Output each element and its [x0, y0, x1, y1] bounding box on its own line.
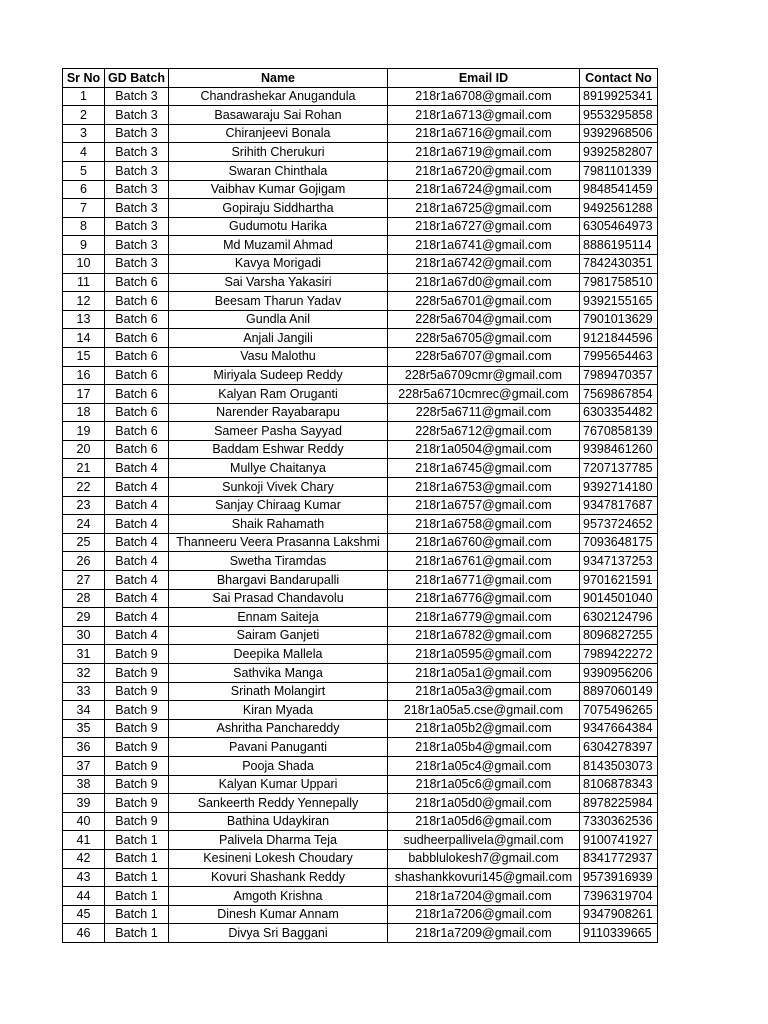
- name-cell: Chiranjeevi Bonala: [169, 124, 388, 143]
- email-cell: 228r5a6710cmrec@gmail.com: [388, 385, 580, 404]
- name-cell: Miriyala Sudeep Reddy: [169, 366, 388, 385]
- name-cell: Kalyan Kumar Uppari: [169, 775, 388, 794]
- email-cell: 218r1a05c6@gmail.com: [388, 775, 580, 794]
- contact-cell: 7981101339: [580, 161, 658, 180]
- table-row: [63, 794, 658, 813]
- table-row: [63, 775, 658, 794]
- email-cell: 218r1a6776@gmail.com: [388, 589, 580, 608]
- email-cell: shashankkovuri145@gmail.com: [388, 868, 580, 887]
- contact-cell: 9014501040: [580, 589, 658, 608]
- gd-batch-cell: Batch 4: [105, 608, 169, 627]
- email-cell: 228r5a6707@gmail.com: [388, 347, 580, 366]
- table-row: [63, 217, 658, 236]
- table-row: [63, 161, 658, 180]
- name-cell: Pooja Shada: [169, 756, 388, 775]
- table-row: [63, 440, 658, 459]
- sr-no-cell: 33: [63, 682, 105, 701]
- contact-cell: 9347908261: [580, 905, 658, 924]
- sr-no-cell: 20: [63, 440, 105, 459]
- sr-no-cell: 10: [63, 254, 105, 273]
- name-cell: Sathvika Manga: [169, 664, 388, 683]
- name-cell: Bathina Udaykiran: [169, 812, 388, 831]
- contact-cell: 7330362536: [580, 812, 658, 831]
- name-cell: Basawaraju Sai Rohan: [169, 106, 388, 125]
- sr-no-cell: 1: [63, 87, 105, 106]
- gd-batch-cell: Batch 4: [105, 533, 169, 552]
- email-cell: 228r5a6709cmr@gmail.com: [388, 366, 580, 385]
- name-cell: Amgoth Krishna: [169, 887, 388, 906]
- name-cell: Dinesh Kumar Annam: [169, 905, 388, 924]
- contact-cell: 7670858139: [580, 422, 658, 441]
- gd-batch-cell: Batch 4: [105, 589, 169, 608]
- table-row: [63, 756, 658, 775]
- table-row: [63, 478, 658, 497]
- email-cell: 218r1a6716@gmail.com: [388, 124, 580, 143]
- sr-no-cell: 46: [63, 924, 105, 943]
- email-cell: 218r1a6757@gmail.com: [388, 496, 580, 515]
- sr-no-cell: 2: [63, 106, 105, 125]
- contact-cell: 9398461260: [580, 440, 658, 459]
- name-cell: Ashritha Panchareddy: [169, 719, 388, 738]
- gd-batch-cell: Batch 6: [105, 403, 169, 422]
- contact-cell: 7093648175: [580, 533, 658, 552]
- name-cell: Kesineni Lokesh Choudary: [169, 849, 388, 868]
- contact-cell: 9848541459: [580, 180, 658, 199]
- email-cell: 218r1a6724@gmail.com: [388, 180, 580, 199]
- gd-batch-cell: Batch 4: [105, 515, 169, 534]
- email-cell: 218r1a0595@gmail.com: [388, 645, 580, 664]
- sr-no-cell: 44: [63, 887, 105, 906]
- email-cell: 218r1a05b2@gmail.com: [388, 719, 580, 738]
- sr-no-cell: 31: [63, 645, 105, 664]
- email-cell: 218r1a6713@gmail.com: [388, 106, 580, 125]
- email-cell: 218r1a05d0@gmail.com: [388, 794, 580, 813]
- email-cell: 218r1a05a5.cse@gmail.com: [388, 701, 580, 720]
- name-cell: Ennam Saiteja: [169, 608, 388, 627]
- table-row: [63, 645, 658, 664]
- sr-no-cell: 36: [63, 738, 105, 757]
- sr-no-cell: 18: [63, 403, 105, 422]
- name-cell: Sankeerth Reddy Yennepally: [169, 794, 388, 813]
- header-name: Name: [169, 69, 388, 88]
- contact-cell: 9701621591: [580, 571, 658, 590]
- name-cell: Sunkoji Vivek Chary: [169, 478, 388, 497]
- header-gd-batch: GD Batch: [105, 69, 169, 88]
- table-row: [63, 403, 658, 422]
- table-row: [63, 329, 658, 348]
- sr-no-cell: 38: [63, 775, 105, 794]
- table-row: [63, 608, 658, 627]
- sr-no-cell: 4: [63, 143, 105, 162]
- sr-no-cell: 16: [63, 366, 105, 385]
- gd-batch-cell: Batch 4: [105, 478, 169, 497]
- email-cell: 218r1a7206@gmail.com: [388, 905, 580, 924]
- sr-no-cell: 41: [63, 831, 105, 850]
- sr-no-cell: 34: [63, 701, 105, 720]
- sr-no-cell: 13: [63, 310, 105, 329]
- sr-no-cell: 45: [63, 905, 105, 924]
- header-row: [63, 69, 658, 88]
- table-row: [63, 515, 658, 534]
- table-row: [63, 310, 658, 329]
- name-cell: Chandrashekar Anugandula: [169, 87, 388, 106]
- sr-no-cell: 9: [63, 236, 105, 255]
- email-cell: 218r1a6760@gmail.com: [388, 533, 580, 552]
- name-cell: Kavya Morigadi: [169, 254, 388, 273]
- contact-cell: 9392155165: [580, 292, 658, 311]
- gd-batch-cell: Batch 9: [105, 812, 169, 831]
- email-cell: 218r1a6771@gmail.com: [388, 571, 580, 590]
- gd-batch-cell: Batch 6: [105, 347, 169, 366]
- sr-no-cell: 43: [63, 868, 105, 887]
- name-cell: Gudumotu Harika: [169, 217, 388, 236]
- contact-cell: 9573724652: [580, 515, 658, 534]
- gd-batch-cell: Batch 3: [105, 180, 169, 199]
- contact-cell: 9110339665: [580, 924, 658, 943]
- gd-batch-cell: Batch 9: [105, 645, 169, 664]
- table-row: [63, 385, 658, 404]
- table-row: [63, 254, 658, 273]
- name-cell: Kiran Myada: [169, 701, 388, 720]
- name-cell: Srinath Molangirt: [169, 682, 388, 701]
- contact-cell: 9121844596: [580, 329, 658, 348]
- gd-batch-cell: Batch 9: [105, 682, 169, 701]
- table-row: [63, 812, 658, 831]
- sr-no-cell: 32: [63, 664, 105, 683]
- gd-batch-cell: Batch 4: [105, 496, 169, 515]
- gd-batch-cell: Batch 4: [105, 459, 169, 478]
- sr-no-cell: 29: [63, 608, 105, 627]
- email-cell: 218r1a7209@gmail.com: [388, 924, 580, 943]
- gd-batch-cell: Batch 3: [105, 199, 169, 218]
- email-cell: 218r1a6761@gmail.com: [388, 552, 580, 571]
- sr-no-cell: 3: [63, 124, 105, 143]
- email-cell: 218r1a6727@gmail.com: [388, 217, 580, 236]
- contact-cell: 7569867854: [580, 385, 658, 404]
- contact-cell: 9492561288: [580, 199, 658, 218]
- table-row: [63, 124, 658, 143]
- email-cell: 218r1a7204@gmail.com: [388, 887, 580, 906]
- gd-batch-cell: Batch 1: [105, 887, 169, 906]
- name-cell: Deepika Mallela: [169, 645, 388, 664]
- table-row: [63, 347, 658, 366]
- contact-cell: 9347137253: [580, 552, 658, 571]
- gd-batch-cell: Batch 1: [105, 831, 169, 850]
- contact-cell: 7901013629: [580, 310, 658, 329]
- header-sr-no: Sr No: [63, 69, 105, 88]
- gd-batch-cell: Batch 4: [105, 571, 169, 590]
- name-cell: Divya Sri Baggani: [169, 924, 388, 943]
- sr-no-cell: 28: [63, 589, 105, 608]
- contact-cell: 9347817687: [580, 496, 658, 515]
- contact-cell: 9347664384: [580, 719, 658, 738]
- email-cell: 218r1a6753@gmail.com: [388, 478, 580, 497]
- student-contact-table: [62, 68, 658, 943]
- contact-cell: 8096827255: [580, 626, 658, 645]
- table-row: [63, 496, 658, 515]
- table-row: [63, 701, 658, 720]
- contact-cell: 7075496265: [580, 701, 658, 720]
- name-cell: Shaik Rahamath: [169, 515, 388, 534]
- email-cell: 218r1a05c4@gmail.com: [388, 756, 580, 775]
- email-cell: 218r1a05b4@gmail.com: [388, 738, 580, 757]
- contact-cell: 6303354482: [580, 403, 658, 422]
- email-cell: 218r1a6720@gmail.com: [388, 161, 580, 180]
- gd-batch-cell: Batch 4: [105, 626, 169, 645]
- contact-cell: 8106878343: [580, 775, 658, 794]
- email-cell: 218r1a6779@gmail.com: [388, 608, 580, 627]
- table-row: [63, 552, 658, 571]
- email-cell: 218r1a67d0@gmail.com: [388, 273, 580, 292]
- name-cell: Gopiraju Siddhartha: [169, 199, 388, 218]
- name-cell: Baddam Eshwar Reddy: [169, 440, 388, 459]
- gd-batch-cell: Batch 3: [105, 254, 169, 273]
- contact-cell: 6305464973: [580, 217, 658, 236]
- gd-batch-cell: Batch 3: [105, 143, 169, 162]
- contact-cell: 9573916939: [580, 868, 658, 887]
- sr-no-cell: 25: [63, 533, 105, 552]
- name-cell: Beesam Tharun Yadav: [169, 292, 388, 311]
- sr-no-cell: 21: [63, 459, 105, 478]
- gd-batch-cell: Batch 6: [105, 292, 169, 311]
- gd-batch-cell: Batch 3: [105, 217, 169, 236]
- sr-no-cell: 40: [63, 812, 105, 831]
- contact-cell: 9392582807: [580, 143, 658, 162]
- gd-batch-cell: Batch 9: [105, 794, 169, 813]
- sr-no-cell: 6: [63, 180, 105, 199]
- email-cell: 218r1a6782@gmail.com: [388, 626, 580, 645]
- email-cell: 228r5a6705@gmail.com: [388, 329, 580, 348]
- contact-cell: 7207137785: [580, 459, 658, 478]
- sr-no-cell: 19: [63, 422, 105, 441]
- table-row: [63, 924, 658, 943]
- gd-batch-cell: Batch 1: [105, 849, 169, 868]
- gd-batch-cell: Batch 6: [105, 310, 169, 329]
- gd-batch-cell: Batch 9: [105, 664, 169, 683]
- name-cell: Sai Varsha Yakasiri: [169, 273, 388, 292]
- sr-no-cell: 26: [63, 552, 105, 571]
- contact-cell: 8143503073: [580, 756, 658, 775]
- email-cell: 218r1a05d6@gmail.com: [388, 812, 580, 831]
- email-cell: 218r1a6708@gmail.com: [388, 87, 580, 106]
- sr-no-cell: 23: [63, 496, 105, 515]
- contact-cell: 7989470357: [580, 366, 658, 385]
- sr-no-cell: 8: [63, 217, 105, 236]
- name-cell: Kalyan Ram Oruganti: [169, 385, 388, 404]
- sr-no-cell: 15: [63, 347, 105, 366]
- name-cell: Sai Prasad Chandavolu: [169, 589, 388, 608]
- table-row: [63, 422, 658, 441]
- table-row: [63, 199, 658, 218]
- table-row: [63, 236, 658, 255]
- contact-cell: 9553295858: [580, 106, 658, 125]
- email-cell: 218r1a05a1@gmail.com: [388, 664, 580, 683]
- contact-cell: 9390956206: [580, 664, 658, 683]
- name-cell: Sanjay Chiraag Kumar: [169, 496, 388, 515]
- sr-no-cell: 17: [63, 385, 105, 404]
- gd-batch-cell: Batch 3: [105, 236, 169, 255]
- email-cell: 218r1a0504@gmail.com: [388, 440, 580, 459]
- table-row: [63, 719, 658, 738]
- sr-no-cell: 27: [63, 571, 105, 590]
- table-row: [63, 626, 658, 645]
- name-cell: Mullye Chaitanya: [169, 459, 388, 478]
- contact-cell: 7995654463: [580, 347, 658, 366]
- table-row: [63, 533, 658, 552]
- gd-batch-cell: Batch 6: [105, 422, 169, 441]
- gd-batch-cell: Batch 6: [105, 440, 169, 459]
- table-row: [63, 664, 658, 683]
- table-row: [63, 905, 658, 924]
- table-row: [63, 180, 658, 199]
- email-cell: 228r5a6712@gmail.com: [388, 422, 580, 441]
- contact-cell: 8919925341: [580, 87, 658, 106]
- name-cell: Md Muzamil Ahmad: [169, 236, 388, 255]
- name-cell: Pavani Panuganti: [169, 738, 388, 757]
- gd-batch-cell: Batch 3: [105, 106, 169, 125]
- email-cell: 218r1a6742@gmail.com: [388, 254, 580, 273]
- name-cell: Srihith Cherukuri: [169, 143, 388, 162]
- contact-cell: 7989422272: [580, 645, 658, 664]
- email-cell: 228r5a6711@gmail.com: [388, 403, 580, 422]
- sr-no-cell: 24: [63, 515, 105, 534]
- gd-batch-cell: Batch 9: [105, 738, 169, 757]
- contact-cell: 8978225984: [580, 794, 658, 813]
- email-cell: 218r1a05a3@gmail.com: [388, 682, 580, 701]
- table-row: [63, 887, 658, 906]
- sr-no-cell: 39: [63, 794, 105, 813]
- contact-cell: 9100741927: [580, 831, 658, 850]
- table-row: [63, 273, 658, 292]
- email-cell: 218r1a6725@gmail.com: [388, 199, 580, 218]
- contact-cell: 6302124796: [580, 608, 658, 627]
- sr-no-cell: 42: [63, 849, 105, 868]
- gd-batch-cell: Batch 4: [105, 552, 169, 571]
- name-cell: Kovuri Shashank Reddy: [169, 868, 388, 887]
- email-cell: 218r1a6719@gmail.com: [388, 143, 580, 162]
- header-email-id: Email ID: [388, 69, 580, 88]
- gd-batch-cell: Batch 6: [105, 273, 169, 292]
- sr-no-cell: 22: [63, 478, 105, 497]
- contact-cell: 7981758510: [580, 273, 658, 292]
- table-row: [63, 292, 658, 311]
- email-cell: 218r1a6745@gmail.com: [388, 459, 580, 478]
- table-row: [63, 868, 658, 887]
- table-body: [63, 87, 658, 942]
- name-cell: Vaibhav Kumar Gojigam: [169, 180, 388, 199]
- name-cell: Palivela Dharma Teja: [169, 831, 388, 850]
- sr-no-cell: 35: [63, 719, 105, 738]
- table-row: [63, 738, 658, 757]
- sr-no-cell: 37: [63, 756, 105, 775]
- table-row: [63, 849, 658, 868]
- gd-batch-cell: Batch 3: [105, 124, 169, 143]
- gd-batch-cell: Batch 9: [105, 775, 169, 794]
- name-cell: Sairam Ganjeti: [169, 626, 388, 645]
- table-row: [63, 589, 658, 608]
- table-row: [63, 571, 658, 590]
- table-row: [63, 459, 658, 478]
- contact-cell: 9392714180: [580, 478, 658, 497]
- sr-no-cell: 5: [63, 161, 105, 180]
- name-cell: Swaran Chinthala: [169, 161, 388, 180]
- gd-batch-cell: Batch 6: [105, 385, 169, 404]
- table-row: [63, 366, 658, 385]
- email-cell: 228r5a6704@gmail.com: [388, 310, 580, 329]
- name-cell: Vasu Malothu: [169, 347, 388, 366]
- gd-batch-cell: Batch 1: [105, 868, 169, 887]
- gd-batch-cell: Batch 9: [105, 756, 169, 775]
- gd-batch-cell: Batch 9: [105, 719, 169, 738]
- name-cell: Sameer Pasha Sayyad: [169, 422, 388, 441]
- email-cell: 218r1a6758@gmail.com: [388, 515, 580, 534]
- contact-cell: 8886195114: [580, 236, 658, 255]
- contact-cell: 9392968506: [580, 124, 658, 143]
- contact-cell: 6304278397: [580, 738, 658, 757]
- table-row: [63, 143, 658, 162]
- gd-batch-cell: Batch 3: [105, 161, 169, 180]
- name-cell: Gundla Anil: [169, 310, 388, 329]
- sr-no-cell: 30: [63, 626, 105, 645]
- name-cell: Thanneeru Veera Prasanna Lakshmi: [169, 533, 388, 552]
- contact-cell: 7842430351: [580, 254, 658, 273]
- table-row: [63, 682, 658, 701]
- sr-no-cell: 14: [63, 329, 105, 348]
- sr-no-cell: 7: [63, 199, 105, 218]
- gd-batch-cell: Batch 6: [105, 366, 169, 385]
- sr-no-cell: 12: [63, 292, 105, 311]
- email-cell: 228r5a6701@gmail.com: [388, 292, 580, 311]
- table-row: [63, 87, 658, 106]
- email-cell: 218r1a6741@gmail.com: [388, 236, 580, 255]
- table-row: [63, 831, 658, 850]
- email-cell: sudheerpallivela@gmail.com: [388, 831, 580, 850]
- contact-cell: 8897060149: [580, 682, 658, 701]
- name-cell: Bhargavi Bandarupalli: [169, 571, 388, 590]
- gd-batch-cell: Batch 6: [105, 329, 169, 348]
- contact-cell: 8341772937: [580, 849, 658, 868]
- gd-batch-cell: Batch 1: [105, 905, 169, 924]
- gd-batch-cell: Batch 9: [105, 701, 169, 720]
- table-row: [63, 106, 658, 125]
- name-cell: Narender Rayabarapu: [169, 403, 388, 422]
- contact-cell: 7396319704: [580, 887, 658, 906]
- header-contact-no: Contact No: [580, 69, 658, 88]
- gd-batch-cell: Batch 1: [105, 924, 169, 943]
- name-cell: Anjali Jangili: [169, 329, 388, 348]
- gd-batch-cell: Batch 3: [105, 87, 169, 106]
- email-cell: babblulokesh7@gmail.com: [388, 849, 580, 868]
- sr-no-cell: 11: [63, 273, 105, 292]
- name-cell: Swetha Tiramdas: [169, 552, 388, 571]
